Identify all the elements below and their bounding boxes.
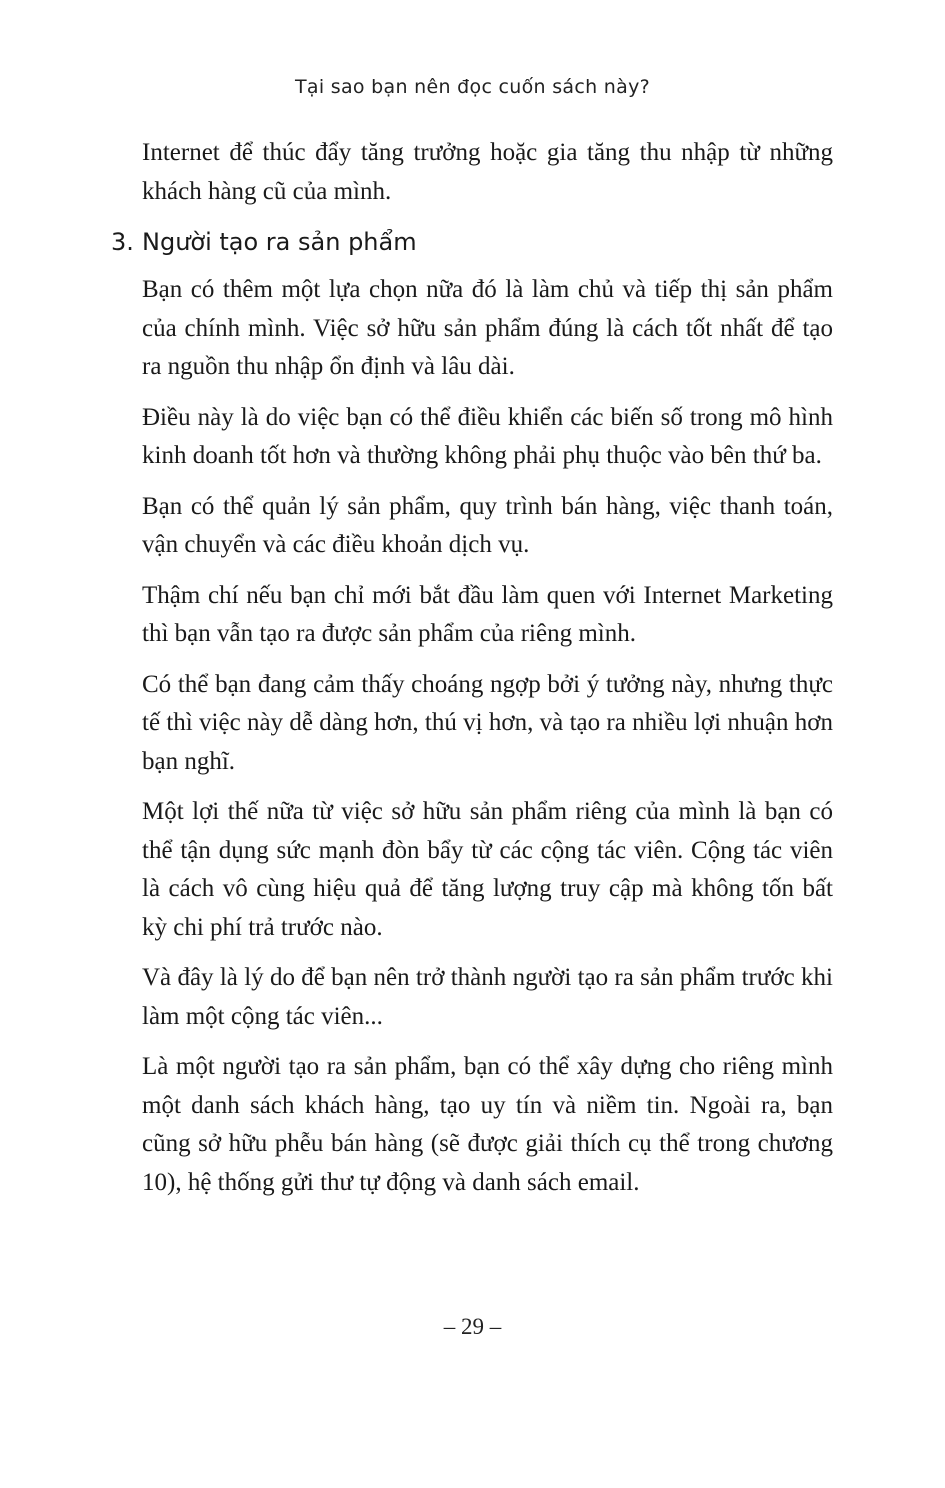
- paragraph: Thậm chí nếu bạn chỉ mới bắt đầu làm quen với Internet Marketing thì bạn vẫn tạo ra được sản phẩm của riêng mình.: [142, 581, 833, 647]
- paragraph: Bạn có thể quản lý sản phẩm, quy trình bán hàng, việc thanh toán, vận chuyển và các điều khoản dịch vụ.: [142, 492, 833, 558]
- paragraph: Là một người tạo ra sản phẩm, bạn có thể xây dựng cho riêng mình một danh sách khách hàng, tạo uy tín và niềm tin. Ngoài ra, bạn cũng sở hữu phễu bán hàng (sẽ được giải thích cụ thể trong chương 10), hệ thống gửi thư tự động và danh sách email.: [142, 1053, 833, 1196]
- page-body: [111, 134, 833, 1214]
- paragraph: Một lợi thế nữa từ việc sở hữu sản phẩm riêng của mình là bạn có thể tận dụng sức mạnh đòn bẩy từ các cộng tác viên. Cộng tác viên là cách vô cùng hiệu quả để tăng lượng truy cập mà không tốn bất kỳ chi phí trả trước nào.: [142, 798, 833, 941]
- section-title: Người tạo ra sản phẩm: [142, 228, 417, 256]
- page-number: – 29 –: [443, 1314, 502, 1339]
- paragraph: Và đây là lý do để bạn nên trở thành người tạo ra sản phẩm trước khi làm một cộng tác viên...: [142, 964, 833, 1030]
- paragraph: Có thể bạn đang cảm thấy choáng ngợp bởi ý tưởng này, nhưng thực tế thì việc này dễ dàng hơn, thú vị hơn, và tạo ra nhiều lợi nhuận hơn bạn nghĩ.: [142, 670, 833, 775]
- continued-paragraph: Internet để thúc đẩy tăng trưởng hoặc gia tăng thu nhập từ những khách hàng cũ của mình.: [142, 139, 833, 205]
- running-header: Tại sao bạn nên đọc cuốn sách này?: [294, 76, 651, 98]
- section-heading: [111, 223, 833, 261]
- paragraph: Điều này là do việc bạn có thể điều khiển các biến số trong mô hình kinh doanh tốt hơn và thường không phải phụ thuộc vào bên thứ ba.: [142, 403, 833, 469]
- paragraph: Bạn có thêm một lựa chọn nữa đó là làm chủ và tiếp thị sản phẩm của chính mình. Việc sở hữu sản phẩm đúng là cách tốt nhất để tạo ra nguồn thu nhập ổn định và lâu dài.: [142, 276, 833, 380]
- section-number: 3.: [111, 228, 134, 256]
